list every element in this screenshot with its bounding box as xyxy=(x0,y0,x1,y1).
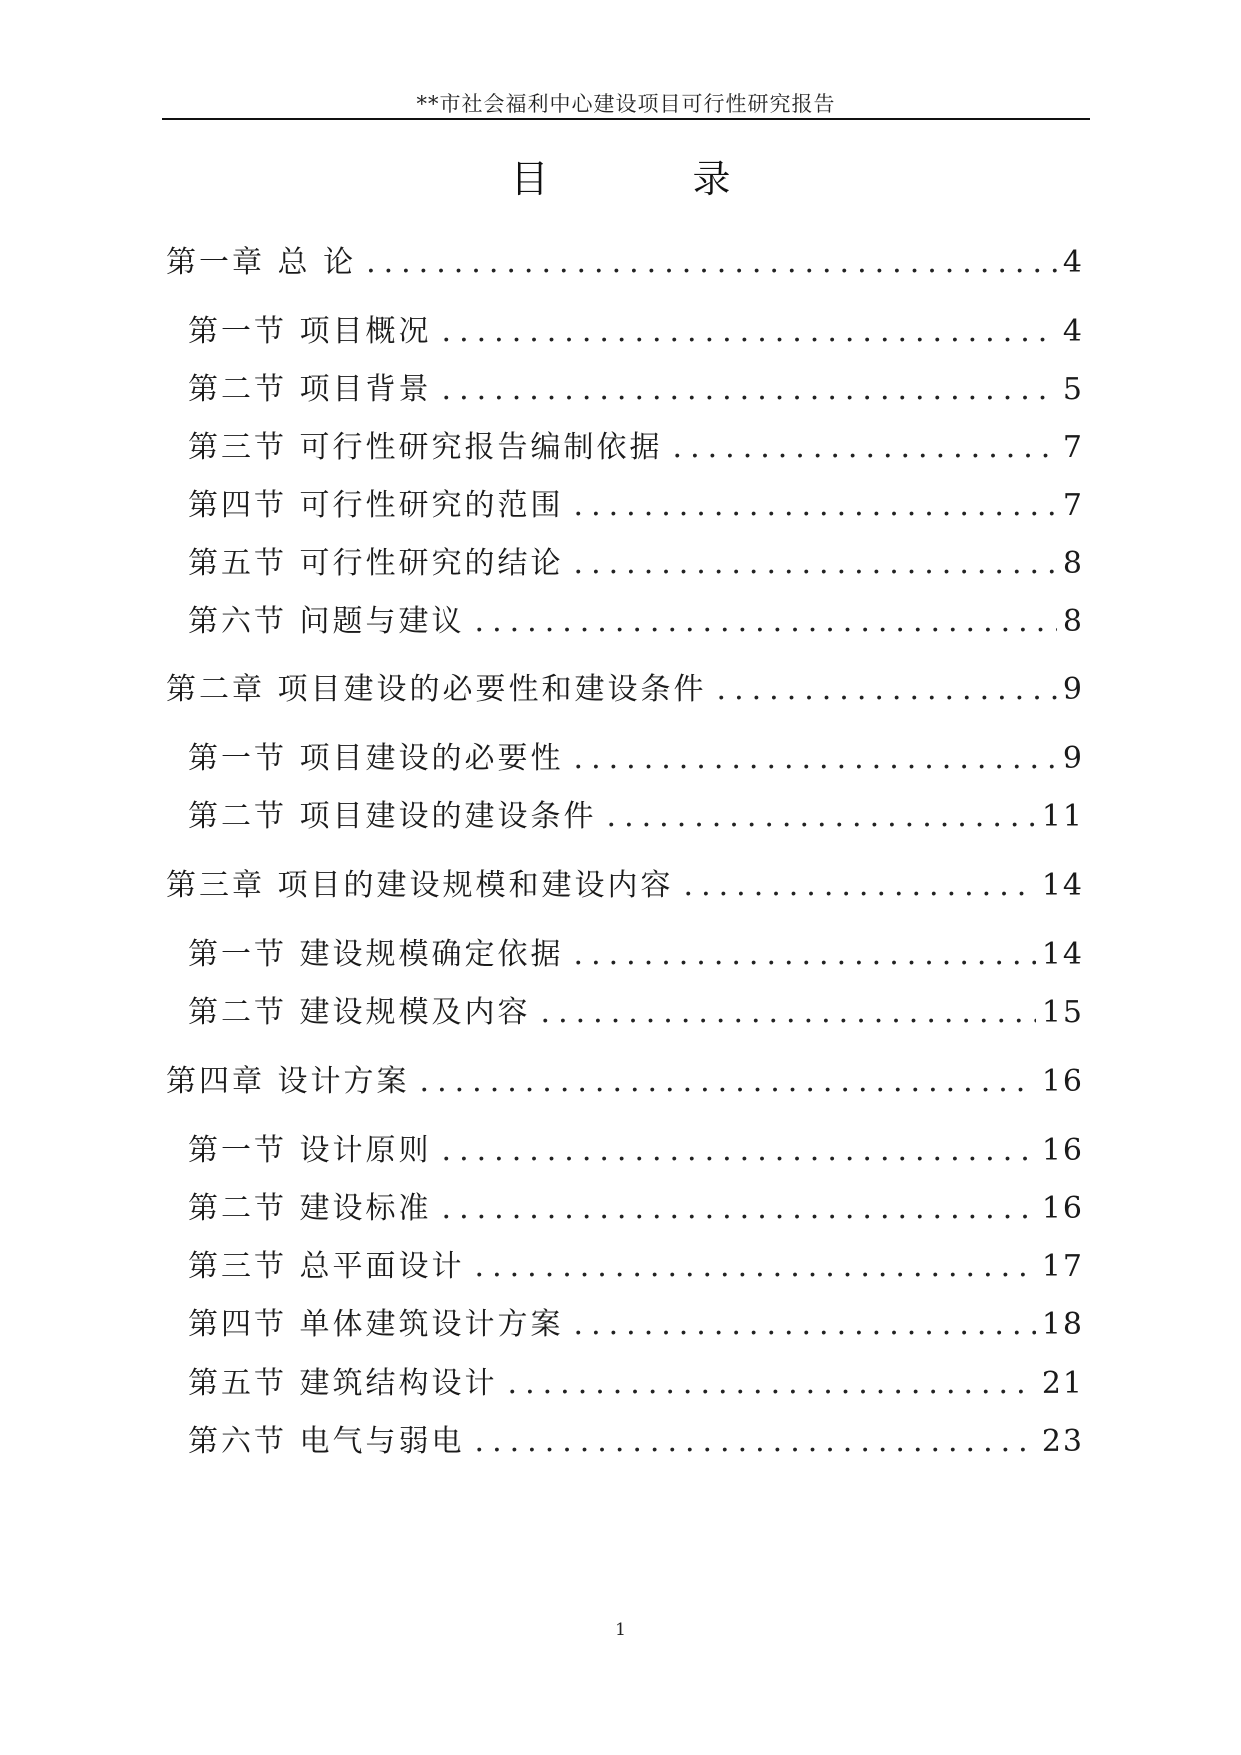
toc-section-entry[interactable] xyxy=(188,1189,1084,1229)
toc-entry-label: 第三节 总平面设计 xyxy=(188,1249,465,1284)
page-header-title: **市社会福利中心建设项目可行性研究报告 xyxy=(416,92,836,116)
toc-entry-page-number: 5 xyxy=(1062,372,1084,407)
toc-entry-label: 第三章 项目的建设规模和建设内容 xyxy=(166,868,674,903)
toc-section-entry[interactable] xyxy=(188,993,1084,1033)
toc-entry-page-number: 17 xyxy=(1041,1249,1084,1284)
toc-dot-leader xyxy=(574,935,1036,975)
toc-entry-label: 第四节 单体建筑设计方案 xyxy=(188,1307,564,1342)
toc-dot-leader xyxy=(420,1062,1036,1102)
toc-dot-leader xyxy=(541,993,1036,1033)
toc-entry-label: 第二节 项目背景 xyxy=(188,372,432,407)
toc-entry-page-number: 4 xyxy=(1062,314,1084,349)
toc-dot-leader xyxy=(607,797,1036,837)
toc-section-entry[interactable] xyxy=(188,312,1084,352)
toc-section-entry[interactable] xyxy=(188,935,1084,975)
toc-dot-leader xyxy=(475,1247,1036,1287)
toc-section-entry[interactable] xyxy=(188,428,1084,468)
toc-entry-page-number: 14 xyxy=(1041,868,1084,903)
toc-entry-label: 第四章 设计方案 xyxy=(166,1064,410,1099)
toc-entry-page-number: 15 xyxy=(1041,995,1084,1030)
toc-entry-label: 第一节 项目概况 xyxy=(188,314,432,349)
toc-entry-label: 第三节 可行性研究报告编制依据 xyxy=(188,430,663,465)
toc-entry-page-number: 9 xyxy=(1062,741,1084,776)
toc-dot-leader xyxy=(442,370,1057,410)
toc-section-entry[interactable] xyxy=(188,486,1084,526)
toc-entry-label: 第一节 建设规模确定依据 xyxy=(188,937,564,972)
toc-entry-page-number: 9 xyxy=(1062,672,1084,707)
toc-dot-leader xyxy=(684,866,1036,906)
toc-entry-label: 第六节 问题与建议 xyxy=(188,604,465,639)
toc-dot-leader xyxy=(717,670,1057,710)
toc-dot-leader xyxy=(574,1305,1036,1345)
toc-entry-page-number: 7 xyxy=(1062,488,1084,523)
toc-entry-page-number: 23 xyxy=(1041,1424,1084,1459)
toc-section-entry[interactable] xyxy=(188,739,1084,779)
toc-entry-label: 第一章 总 论 xyxy=(166,245,357,280)
toc-chapter-entry[interactable] xyxy=(166,866,1084,906)
toc-entry-page-number: 7 xyxy=(1062,430,1084,465)
toc-section-entry[interactable] xyxy=(188,1131,1084,1171)
toc-dot-leader xyxy=(574,544,1057,584)
toc-dot-leader xyxy=(442,1189,1036,1229)
toc-entry-label: 第二节 建设规模及内容 xyxy=(188,995,531,1030)
toc-entry-page-number: 14 xyxy=(1041,937,1084,972)
toc-entry-page-number: 18 xyxy=(1041,1307,1084,1342)
page-number: 1 xyxy=(615,1620,626,1640)
toc-dot-leader xyxy=(673,428,1057,468)
toc-entry-page-number: 8 xyxy=(1062,604,1084,639)
toc-dot-leader xyxy=(442,312,1057,352)
toc-section-entry[interactable] xyxy=(188,1305,1084,1345)
toc-dot-leader xyxy=(475,602,1057,642)
toc-section-entry[interactable] xyxy=(188,1364,1084,1404)
toc-heading: 目 录 xyxy=(510,157,797,201)
toc-entry-label: 第一节 设计原则 xyxy=(188,1133,432,1168)
toc-section-entry[interactable] xyxy=(188,370,1084,410)
toc-section-entry[interactable] xyxy=(188,544,1084,584)
toc-chapter-entry[interactable] xyxy=(166,1062,1084,1102)
toc-entry-label: 第五节 可行性研究的结论 xyxy=(188,546,564,581)
toc-entry-page-number: 16 xyxy=(1041,1191,1084,1226)
toc-chapter-entry[interactable] xyxy=(166,243,1084,283)
toc-dot-leader xyxy=(508,1364,1036,1404)
toc-chapter-entry[interactable] xyxy=(166,670,1084,710)
toc-entry-page-number: 21 xyxy=(1041,1366,1084,1401)
toc-dot-leader xyxy=(442,1131,1036,1171)
toc-dot-leader xyxy=(574,486,1057,526)
toc-entry-label: 第二节 项目建设的建设条件 xyxy=(188,799,597,834)
toc-entry-page-number: 16 xyxy=(1041,1064,1084,1099)
toc-entry-label: 第四节 可行性研究的范围 xyxy=(188,488,564,523)
toc-dot-leader xyxy=(475,1422,1036,1462)
toc-dot-leader xyxy=(366,243,1057,283)
toc-section-entry[interactable] xyxy=(188,797,1084,837)
toc-dot-leader xyxy=(574,739,1057,779)
toc-entry-page-number: 11 xyxy=(1041,799,1084,834)
toc-entry-label: 第一节 项目建设的必要性 xyxy=(188,741,564,776)
toc-entry-page-number: 8 xyxy=(1062,546,1084,581)
toc-entry-label: 第六节 电气与弱电 xyxy=(188,1424,465,1459)
toc-section-entry[interactable] xyxy=(188,1422,1084,1462)
toc-entry-page-number: 4 xyxy=(1062,245,1084,280)
toc-entry-label: 第五节 建筑结构设计 xyxy=(188,1366,498,1401)
toc-entry-label: 第二章 项目建设的必要性和建设条件 xyxy=(166,672,707,707)
toc-entry-page-number: 16 xyxy=(1041,1133,1084,1168)
toc-section-entry[interactable] xyxy=(188,1247,1084,1287)
toc-entry-label: 第二节 建设标准 xyxy=(188,1191,432,1226)
toc-section-entry[interactable] xyxy=(188,602,1084,642)
